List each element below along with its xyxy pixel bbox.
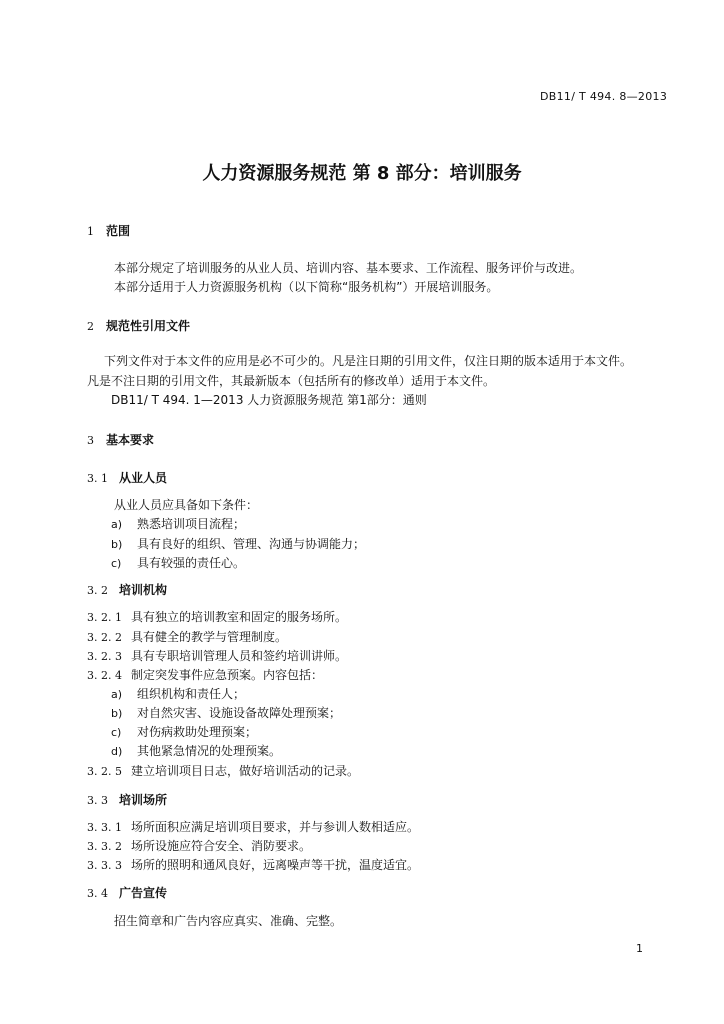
- paragraph: 下列文件对于本文件的应用是必不可少的。凡是注日期的引用文件，仅注日期的版本适用于本文件。: [104, 354, 633, 368]
- clause-text: 具有专职培训管理人员和签约培训讲师。: [131, 649, 348, 663]
- clause-number: 3. 2. 5: [87, 765, 122, 778]
- list-item: [111, 704, 341, 721]
- clause-text: 具有独立的培训教室和固定的服务场所。: [131, 610, 348, 624]
- subsection-3-4-heading: [87, 884, 167, 901]
- list-marker: b): [111, 538, 123, 551]
- clause: [87, 837, 311, 854]
- document-title: 人力资源服务规范 第 8 部分：培训服务: [202, 163, 522, 184]
- list-marker: a): [111, 688, 123, 701]
- clause-number: 3. 2. 4: [87, 669, 122, 682]
- clause-number: 3. 2. 1: [87, 611, 122, 624]
- list-text: 具有较强的责任心。: [137, 556, 246, 570]
- clause: [87, 628, 287, 645]
- paragraph: 从业人员应具备如下条件：: [114, 498, 259, 512]
- clause: [87, 647, 347, 664]
- list-item: [111, 535, 365, 552]
- section-number: 3. 3: [87, 794, 108, 807]
- section-number: 3. 2: [87, 584, 108, 597]
- normative-reference: DB11/ T 494. 1—2013 人力资源服务规范 第1部分：通则: [111, 393, 427, 407]
- list-marker: b): [111, 707, 123, 720]
- clause-number: 3. 3. 1: [87, 821, 122, 834]
- list-item: [111, 723, 257, 740]
- clause: [87, 608, 347, 625]
- standard-number: DB11/ T 494. 8—2013: [540, 90, 668, 103]
- section-title: 范围: [106, 224, 131, 238]
- list-text: 其他紧急情况的处理预案。: [137, 744, 282, 758]
- clause: [87, 762, 359, 779]
- section-title: 从业人员: [119, 471, 168, 485]
- clause-number: 3. 3. 3: [87, 859, 122, 872]
- section-number: 3. 4: [87, 887, 108, 900]
- list-item: [111, 685, 245, 702]
- list-marker: a): [111, 518, 123, 531]
- clause-text: 场所的照明和通风良好，远离噪声等干扰，温度适宜。: [131, 858, 420, 872]
- clause-text: 具有健全的教学与管理制度。: [131, 630, 288, 644]
- clause: [87, 818, 419, 835]
- section-number: 3. 1: [87, 472, 108, 485]
- list-text: 对自然灾害、设施设备故障处理预案；: [137, 706, 342, 720]
- subsection-3-1-heading: [87, 469, 167, 486]
- clause-number: 3. 2. 2: [87, 631, 122, 644]
- clause-text: 场所设施应符合安全、消防要求。: [131, 839, 312, 853]
- list-marker: c): [111, 557, 122, 570]
- list-marker: d): [111, 745, 123, 758]
- section-title: 基本要求: [106, 433, 155, 447]
- section-2-heading: [87, 317, 190, 334]
- clause-text: 建立培训项目日志，做好培训活动的记录。: [131, 764, 360, 778]
- clause: [87, 666, 323, 683]
- list-item: [111, 742, 281, 759]
- list-text: 具有良好的组织、管理、沟通与协调能力；: [137, 537, 366, 551]
- clause-text: 制定突发事件应急预案。内容包括：: [131, 668, 324, 682]
- section-title: 规范性引用文件: [106, 319, 191, 333]
- clause-number: 3. 3. 2: [87, 840, 122, 853]
- section-title: 培训机构: [119, 583, 168, 597]
- paragraph-continued: 凡是不注日期的引用文件，其最新版本（包括所有的修改单）适用于本文件。: [87, 374, 496, 388]
- section-number: 1: [87, 225, 94, 238]
- paragraph: 招生简章和广告内容应真实、准确、完整。: [114, 914, 343, 928]
- clause: [87, 856, 419, 873]
- subsection-3-3-heading: [87, 791, 167, 808]
- subsection-3-2-heading: [87, 581, 167, 598]
- page-number: 1: [636, 942, 643, 955]
- clause-text: 场所面积应满足培训项目要求，并与参训人数相适应。: [131, 820, 420, 834]
- paragraph: 本部分规定了培训服务的从业人员、培训内容、基本要求、工作流程、服务评价与改进。: [114, 261, 583, 275]
- list-item: [111, 554, 245, 571]
- list-text: 对伤病救助处理预案；: [137, 725, 258, 739]
- section-1-heading: [87, 222, 130, 239]
- section-number: 3: [87, 434, 94, 447]
- paragraph: 本部分适用于人力资源服务机构（以下简称“服务机构”）开展培训服务。: [114, 280, 499, 294]
- section-title: 培训场所: [119, 793, 168, 807]
- list-text: 熟悉培训项目流程；: [137, 517, 246, 531]
- section-3-heading: [87, 431, 154, 448]
- list-marker: c): [111, 726, 122, 739]
- section-title: 广告宣传: [119, 886, 168, 900]
- list-item: [111, 515, 245, 532]
- list-text: 组织机构和责任人；: [137, 687, 246, 701]
- section-number: 2: [87, 320, 94, 333]
- clause-number: 3. 2. 3: [87, 650, 122, 663]
